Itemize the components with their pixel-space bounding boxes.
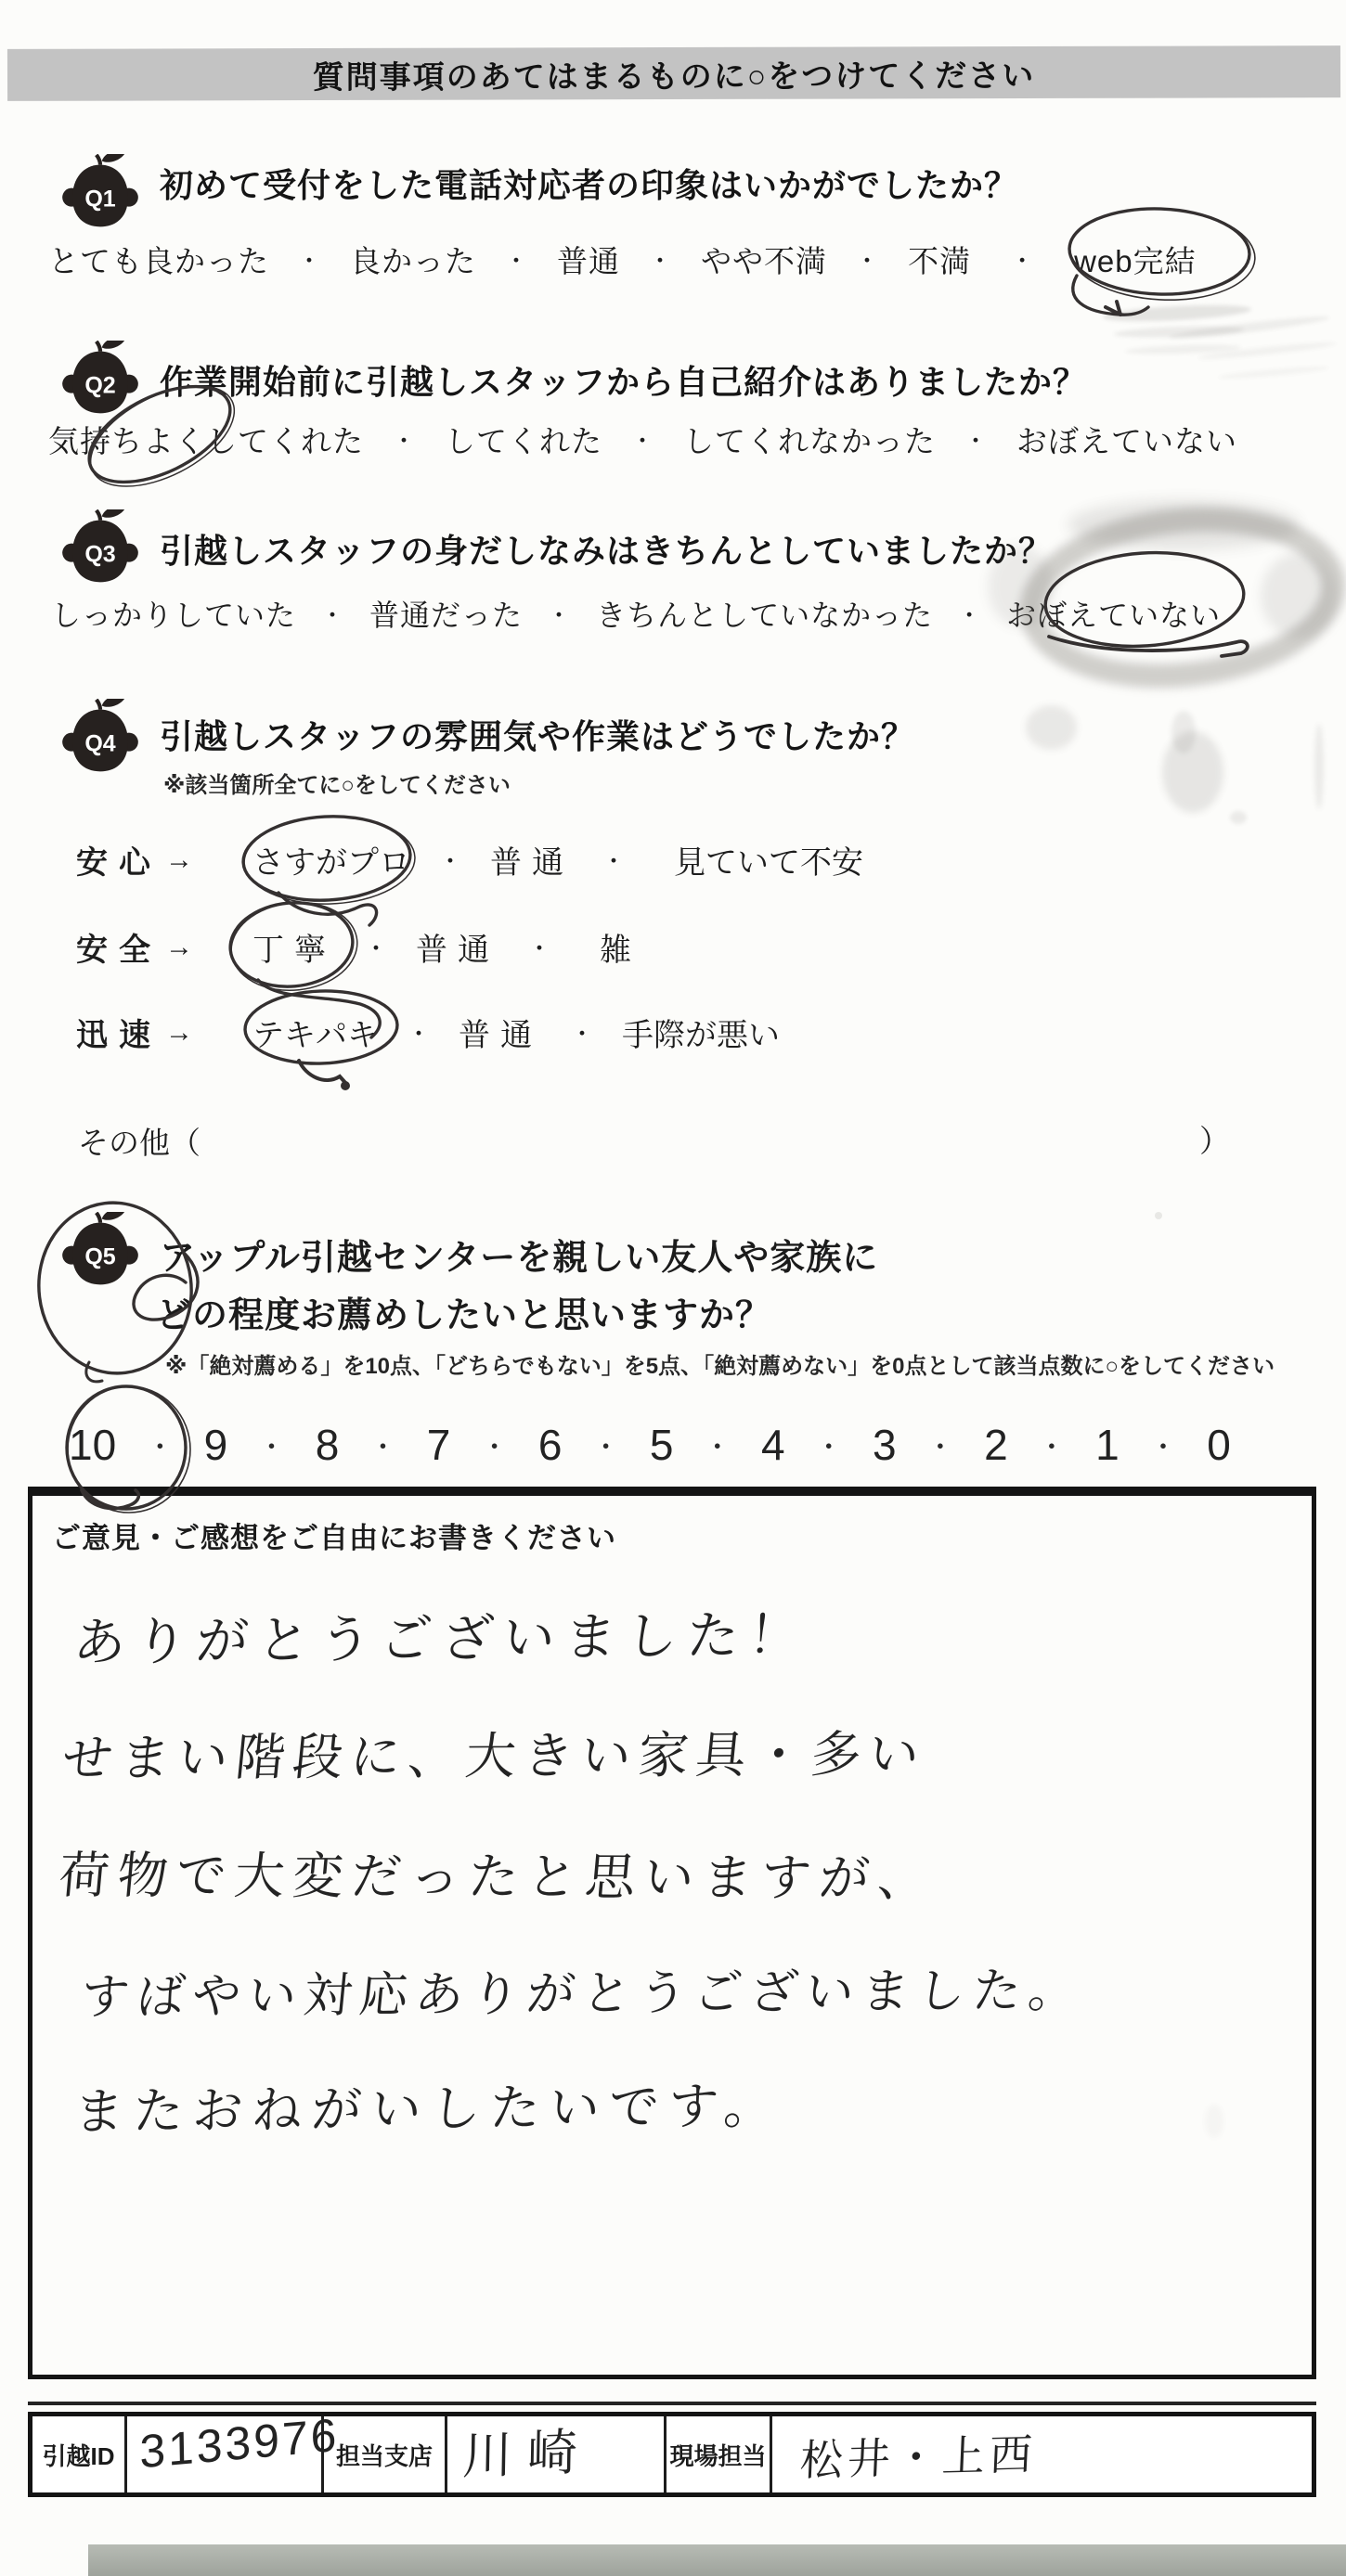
q1-badge-label: Q1: [84, 186, 116, 213]
dot-separator: ・: [297, 247, 323, 275]
dot-separator: ・: [407, 1020, 432, 1048]
score-0: 0: [1207, 1421, 1231, 1469]
handwritten-comment-line4: すばやい対応ありがとうございました。: [78, 1964, 1087, 2025]
q2-badge-label: Q2: [84, 372, 116, 399]
q4-row1-option-2: 普通: [490, 845, 575, 881]
ink-smudge: [1230, 811, 1247, 824]
dot-separator: ・: [957, 600, 983, 629]
dot-separator: ・: [480, 1433, 509, 1463]
dot-separator: ・: [1148, 1433, 1177, 1463]
q5-note: ※「絶対薦める」を10点、「どちらでもない」を5点、「絶対薦めない」を0点として該当点数に○をしてください: [165, 1354, 1275, 1379]
score-1: 1: [1095, 1421, 1120, 1469]
dot-separator: ・: [1037, 1433, 1066, 1463]
q3-option-2: 普通だった: [369, 599, 524, 632]
dot-separator: ・: [364, 934, 389, 962]
q4-mascot-badge: [61, 699, 139, 773]
header-banner: [7, 45, 1340, 101]
q4-other-close: ）: [1199, 1124, 1230, 1158]
q3-option-3: きちんとしていなかった: [596, 599, 934, 632]
ink-smudge-blob: [1261, 553, 1337, 638]
arrow-icon: →: [165, 844, 193, 875]
dot-separator: ・: [925, 1433, 954, 1463]
q5-mascot-badge: [61, 1212, 139, 1286]
q4-other-open: その他（: [78, 1126, 201, 1160]
score-10-selected: 10: [69, 1421, 117, 1469]
dot-separator: ・: [369, 1433, 397, 1463]
q1-title: 初めて受付をした電話対応者の印象はいかがでしたか？: [160, 166, 1019, 204]
q2-mascot-badge: [61, 341, 139, 415]
handwritten-comment-line2: せまい階段に、大きい家具・多い: [59, 1726, 929, 1787]
q5-score-scale: [69, 1420, 1231, 1470]
comment-box-title: ご意見・ご感想をご自由にお書きください: [52, 1522, 616, 1554]
q1-option-1: とても良かった: [48, 244, 269, 278]
mascot-icon: [61, 341, 139, 415]
dot-separator: ・: [964, 427, 990, 455]
q1-mascot-badge: [61, 154, 139, 228]
q4-row3-label: 迅速: [76, 1018, 162, 1053]
mascot-icon: [61, 509, 139, 584]
score-9: 9: [203, 1421, 228, 1469]
header-banner-title: 質問事項のあてはまるものに○をつけてください: [312, 58, 1036, 96]
ink-smudge: [1197, 340, 1337, 362]
q1-option-4: やや不満: [701, 244, 828, 278]
arrow-icon: →: [165, 1016, 193, 1048]
score-2: 2: [984, 1421, 1008, 1469]
q4-row2-option-2: 普通: [416, 933, 500, 968]
dot-separator: ・: [504, 247, 530, 275]
ink-smudge: [1314, 724, 1324, 809]
ink-smudge: [1155, 1212, 1162, 1219]
q4-row-jinsoku: [76, 1010, 780, 1055]
dot-separator: ・: [547, 600, 573, 629]
mascot-icon: [61, 1212, 139, 1286]
handwritten-comment-line1: ありがとうございました！: [71, 1604, 812, 1672]
score-8: 8: [315, 1421, 340, 1469]
handwritten-branch: 川崎: [461, 2424, 593, 2485]
q4-row2-label: 安全: [76, 933, 162, 968]
ink-smudge: [1114, 325, 1244, 340]
footer-label-site-staff: 現場担当: [667, 2416, 772, 2492]
q5-title-line1: アップル引越センターを親しい友人や家族に: [160, 1239, 879, 1278]
q1-option-2: 良かった: [350, 244, 477, 278]
ink-smudge: [1103, 303, 1252, 324]
score-3: 3: [873, 1421, 897, 1469]
dot-separator: ・: [1010, 247, 1036, 275]
q1-option-3: 普通: [557, 244, 621, 278]
q4-row3-option-3: 手際が悪い: [622, 1018, 781, 1053]
score-6: 6: [537, 1421, 563, 1469]
dot-separator: ・: [814, 1433, 843, 1463]
ink-smudge: [1026, 705, 1077, 750]
dot-separator: ・: [257, 1433, 286, 1463]
q4-row2-option-1-selected: 丁寧: [252, 933, 336, 968]
ink-smudge: [1171, 711, 1196, 753]
ink-smudge: [1162, 731, 1223, 813]
q2-option-3: してくれなかった: [683, 424, 937, 458]
ink-smudge: [1125, 343, 1241, 355]
q3-mascot-badge: [61, 509, 139, 584]
handwritten-comment-line3: 荷物で大変だったと思いますが、: [57, 1848, 939, 1907]
q3-option-4-selected: おぼえていない: [1006, 599, 1222, 632]
q4-row-anzen: [76, 924, 631, 970]
q1-option-6-selected: web完結: [1074, 244, 1197, 278]
q4-row3-option-2: 普通: [459, 1018, 543, 1053]
q2-options: [48, 418, 1237, 461]
dot-separator: ・: [570, 1020, 595, 1048]
scan-edge-strip: [88, 2544, 1346, 2576]
q1-options: [48, 238, 1197, 281]
handwritten-move-id: 3133976: [138, 2408, 340, 2479]
handwritten-site-staff: 松井・上西: [798, 2429, 1038, 2485]
dot-separator: ・: [602, 847, 627, 875]
q1-option-5: 不満: [908, 244, 972, 278]
score-4: 4: [760, 1421, 785, 1469]
q4-row-anshin: [76, 837, 863, 882]
mascot-icon: [61, 699, 139, 773]
footer-label-move-id: 引越ID: [32, 2416, 127, 2492]
q2-title: 作業開始前に引越しスタッフから自己紹介はありましたか？: [160, 363, 1088, 401]
q3-title: 引越しスタッフの身だしなみはきちんとしていましたか？: [160, 532, 1054, 570]
q4-badge-label: Q4: [84, 730, 116, 757]
q4-note: ※該当箇所全てに○をしてください: [163, 773, 511, 798]
q3-options: [51, 592, 1221, 635]
dot-separator: ・: [648, 247, 674, 275]
q4-row1-option-1-selected: さすがプロ: [252, 845, 410, 881]
q5-badge-label: Q5: [84, 1243, 116, 1270]
q3-badge-label: Q3: [84, 541, 116, 568]
dot-separator: ・: [438, 847, 463, 875]
q2-option-2: してくれた: [445, 424, 603, 458]
mascot-icon: [61, 154, 139, 228]
q4-row1-option-3: 見ていて不安: [674, 845, 864, 881]
dot-separator: ・: [527, 934, 552, 962]
score-5: 5: [649, 1421, 674, 1469]
ink-smudge: [1168, 313, 1330, 341]
dot-separator: ・: [320, 600, 346, 629]
q4-row1-label: 安心: [76, 845, 162, 881]
dot-separator: ・: [630, 427, 656, 455]
ink-smudge: [1218, 365, 1329, 380]
q2-option-4: おぼえていない: [1016, 424, 1238, 458]
score-7: 7: [426, 1421, 451, 1469]
q4-row2-option-3: 雑: [600, 933, 632, 968]
dot-separator: ・: [703, 1433, 731, 1463]
ink-smudge-blob: [1068, 499, 1300, 550]
q4-row3-option-1-selected: テキパキ: [252, 1018, 379, 1053]
q5-title-line2: どの程度お薦めしたいと思いますか？: [156, 1296, 772, 1335]
dot-separator: ・: [392, 427, 418, 455]
arrow-icon: →: [165, 931, 193, 962]
q2-option-1-selected: 気持ちよくしてくれた: [48, 424, 364, 458]
q4-title: 引越しスタッフの雰囲気や作業はどうでしたか？: [160, 717, 916, 755]
dot-separator: ・: [855, 247, 881, 275]
footer-label-branch: 担当支店: [324, 2416, 447, 2492]
dot-separator: ・: [591, 1433, 620, 1463]
handwritten-comment-line5: またおねがいしたいです。: [71, 2078, 785, 2141]
dot-separator: ・: [146, 1433, 175, 1463]
q3-option-1: しっかりしていた: [51, 599, 297, 632]
